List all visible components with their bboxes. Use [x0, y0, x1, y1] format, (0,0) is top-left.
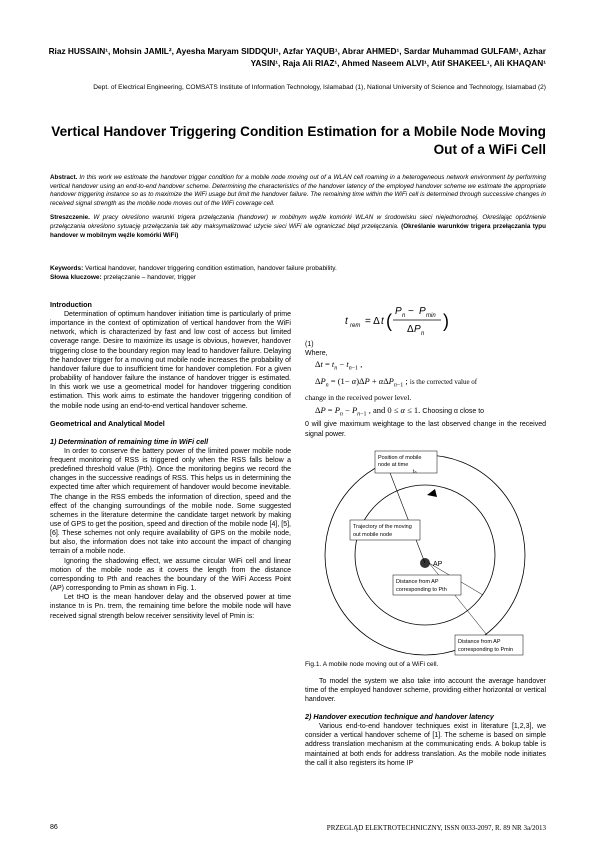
- pmin-label: Distance from AP: [458, 638, 501, 645]
- paragraph-model: To model the system we also take into account the average handover time of the employed handover scheme, providing either horizontal or vertical handover.: [305, 677, 546, 703]
- svg-text:P: P: [419, 306, 426, 317]
- trajectory-label-2: out mobile node: [353, 531, 393, 538]
- paragraph-rss: In order to conserve the battery power of the limited power mobile node frequent monitoring of RSS is triggered only when the RSS falls below a predefined threshold value (Pth). Once the monitoring begins we record the changes in the successive readings of RSS. This helps us in determining the expected time after which requirement of handover would become inevitable. The change in the RSS embeds the information of direction, speed and the effect of the changing surroundings of the mobile node. Some suggested schemes in the literature determine the candidate target network by making use of GPS to get the position, speed and direction of the mobile node [4], [5], [6]. These schemes not only require availability of GPS on the mobile node, but also, the information does not take into account the impact of changing terrain of a mobile node.: [50, 447, 291, 556]
- author-list: Riaz HUSSAIN¹, Mohsin JAMIL², Ayesha Maryam SIDDQUI¹, Azfar YAQUB¹, Abrar AHMED¹, Sardar Muhammad GULFAM¹, Azhar YASIN¹, Raja Ali RIAZ¹, Ahmed Naseem ALVI¹, Atif SHAKEEL¹, Ali KHAQAN¹: [48, 46, 546, 68]
- pth-coverage-circle: [355, 485, 495, 625]
- svg-text:t: t: [345, 316, 348, 327]
- affiliation: Dept. of Electrical Engineering, COMSATS Institute of Information Technology, Islamabad (1), National University of Science and Technology, Islamabad (2): [93, 84, 546, 91]
- keywords-block: [50, 265, 546, 282]
- paragraph-handover-delay: Let tHO is the mean handover delay and the observed power at time instance tn is Pn. trem, the remaining time before the mobile node will have received signal strength below receiver sensitivity level of Pmin is:: [50, 594, 291, 620]
- alpha-text-start: Choosing α close to: [422, 407, 485, 415]
- svg-text:= Δ: = Δ: [365, 316, 380, 327]
- svg-text:n: n: [402, 313, 406, 319]
- delta-t-equation: $\Delta t = t_n - t_{n-1}$ ,: [315, 359, 363, 372]
- svg-text:): ): [443, 311, 449, 331]
- pmin-label-2: corresponding to Pmin: [458, 646, 514, 653]
- equation-graphic: [305, 300, 546, 340]
- tn-label: tₙ: [413, 468, 417, 475]
- journal-footer: PRZEGLĄD ELEKTROTECHNICZNY, ISSN 0033-2097, R. 89 NR 3a/2013: [326, 824, 546, 832]
- figure-1-wifi-cell: [305, 445, 546, 660]
- svg-text:min: min: [426, 313, 436, 319]
- pth-label: Distance from AP: [396, 578, 439, 585]
- paragraph-execution: Various end-to-end handover techniques exist in literature [1,2,3], we consider a vertical handover scheme of [1]. The scheme is based on simple address translation mechanism at the communicating ends. A bokup table is maintained at both ends for address translation. As the mobile node initiates the call it also registers its home IP: [305, 723, 546, 767]
- slowa-label: Słowa kluczowe:: [50, 273, 102, 281]
- slowa-text: przełączanie – handover, trigger: [103, 273, 196, 281]
- intro-heading: Introduction: [50, 300, 92, 309]
- position-label-2: node at time: [378, 461, 409, 468]
- svg-text:t: t: [381, 316, 384, 327]
- ap-label: AP: [433, 560, 443, 568]
- subsection-1-heading: 1) Determination of remaining time in WiFi cell: [50, 436, 209, 446]
- equation-1: [305, 300, 546, 340]
- pth-label-2: corresponding to Pth: [396, 586, 447, 593]
- left-column: [50, 300, 291, 621]
- page-number: 86: [50, 824, 58, 831]
- model-heading: Geometrical and Analytical Model: [50, 418, 165, 428]
- svg-text:P: P: [414, 324, 421, 335]
- equation-number: (1): [305, 341, 314, 348]
- trajectory-label: Trajectory of the moving: [353, 523, 412, 530]
- keywords-label: Keywords:: [50, 265, 84, 272]
- paragraph-shadowing: Ignoring the shadowing effect, we assume circular WiFi cell and linear motion of the mobile node as it covers the length from the distance corresponding to Pth and reaches the boundary of the WiFi Access Point (AP) corresponding to Pmin as shown in Fig. 1.: [50, 557, 291, 593]
- delta-pn-description: change in the received power level.: [305, 392, 412, 402]
- svg-text:rem: rem: [350, 323, 361, 329]
- polish-title: (Określanie warunków trigera przełączania typu handover w mobilnym węźle komórki WiFi): [50, 222, 546, 239]
- subsection-2-heading: 2) Handover execution technique and handover latency: [305, 712, 494, 722]
- delta-pn-description-a: is the corrected value of: [409, 378, 478, 386]
- svg-text:(: (: [386, 311, 392, 331]
- delta-pn-equation: $\Delta P_n = (1- \alpha)\Delta P + \alpha\Delta P_{n-1}$ ; is the corrected value of: [315, 376, 478, 389]
- intro-paragraph: Determination of optimum handover initiation time is particularly of prime importance in the context of optimization of vertical handover from the WiFi network, which is characterized by fast and low cost of access but limited coverage range. Desire to maximize its usage is obvious, however, handover triggering close to the boundary region may lead to handover failure. Delaying the handover trigger for a moving out mobile node increases the probability of handover failure due to insufficient time for handover completion. For a given probability of handover failure the instance of handover trigger is estimated. In this work we use a geometrical model for handover triggering condition estimation. This work aims to estimate the handover triggering condition of the mobile node using an end-to-end vertical handover scheme.: [50, 311, 291, 410]
- abstract-label: Abstract.: [50, 174, 78, 181]
- svg-text:n: n: [421, 331, 425, 337]
- abstract-text: In this work we estimate the handover trigger condition for a mobile node moving out of a WLAN cell roaming in a heterogeneous network environment by performing vertical handover using an end-to-end handover scheme. Determining the characteristics of the handover latency of the employed handover scheme we estimate the appropriate handover triggering instance so as to maximize the WiFi usage but limit the handover failure. The remaining time within the WiFi cell is determined through successive changes in received signal strength as the mobile node moves out of the WiFi coverage cell.: [50, 174, 547, 207]
- keywords-text: Vertical handover, handover triggering condition estimation, handover failure probability.: [85, 265, 337, 272]
- streszczenie-text: W pracy określono warunki trigera przełączania (handover) w mobilnym węźle komórki WLAN w środowisku sieci niejednorodnej. Określając opóźnienie przełączania określono sytuację przełączania tak aby maksymalizować użycie sieci WiFi ale ograniczać błąd przełączania.: [50, 214, 547, 230]
- svg-text:Δ: Δ: [407, 324, 414, 335]
- svg-text:−: −: [408, 306, 414, 317]
- alpha-text: 0 will give maximum weightage to the last observed change in the received signal power.: [305, 421, 546, 438]
- position-label: Position of mobile: [378, 454, 422, 461]
- streszczenie-label: Streszczenie.: [50, 214, 90, 222]
- figure-1-caption: Fig.1. A mobile node moving out of a WiFi cell.: [305, 660, 439, 668]
- delta-p-equation: $\Delta P = P_n - P_{n-1}$ , and 0 ≤ α ≤ 1. Choosing α close to: [315, 404, 485, 418]
- paper-title: Vertical Handover Triggering Condition Estimation for a Mobile Node Moving Out of a WiFi Cell: [51, 124, 546, 157]
- abstract-block: [50, 174, 546, 240]
- svg-text:P: P: [395, 306, 402, 317]
- right-column: [305, 300, 546, 768]
- where-label: Where,: [305, 350, 328, 358]
